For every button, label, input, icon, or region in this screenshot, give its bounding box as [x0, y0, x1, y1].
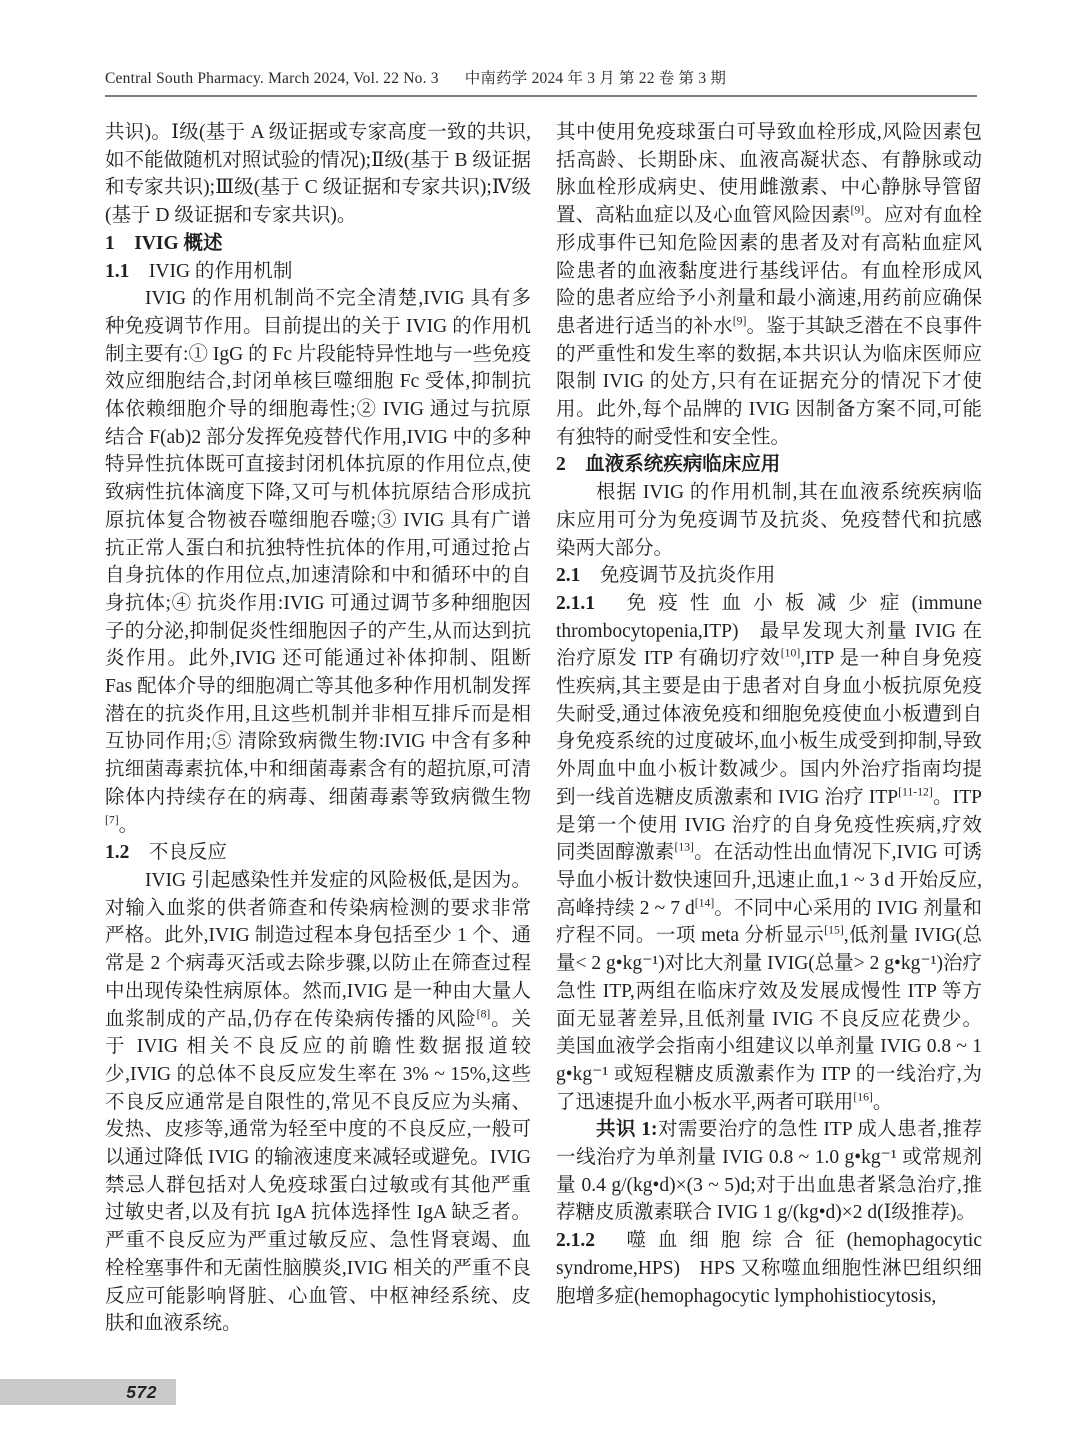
text-run: 根据 IVIG 的作用机制,其在血液系统疾病临床应用可分为免疫调节及抗炎、免疫替代和抗感染两大部分。 — [556, 482, 982, 559]
heading-2-hematologic-applications — [556, 451, 982, 479]
running-header — [105, 66, 977, 97]
paragraph-applications-intro — [556, 479, 982, 562]
reference-superscript: [16] — [853, 1090, 873, 1104]
paragraph-consensus-1 — [556, 1116, 982, 1227]
text-run: 1 IVIG 概述 — [105, 232, 223, 254]
text-run: 共识)。Ⅰ级(基于 A 级证据或专家高度一致的共识,如不能做随机对照试验的情况);Ⅱ级(基于 B 级证据和专家共识);Ⅲ级(基于 C 级证据和专家共识);Ⅳ级(基于 D 级证据和专家共识)。 — [105, 122, 531, 227]
text-run: 2.1 — [556, 565, 581, 587]
column-left — [105, 119, 531, 1338]
text-run: 1.2 — [105, 842, 130, 864]
text-run: IVIG 的作用机制尚不完全清楚,IVIG 具有多种免疫调节作用。目前提出的关于 IVIG 的作用机制主要有:① IgG 的 Fc 片段能特异性地与一些免疫效应细胞结合,封闭单核巨噬细胞 Fc 受体,抑制抗体依赖细胞介导的细胞毒性;② IVIG 通过与抗原结合 F(ab)2 部分发挥免疫替代作用,IVIG 中的多种特异性抗体既可直接封闭机体抗原的作用位点,使致病性抗体滴度下降,又可与机体抗原结合形成抗原抗体复合物被吞噬细胞吞噬;③ IVIG 具有广谱抗正常人蛋白和抗独特性抗体的作用,可通过抢占自身抗体的作用位点,加速清除和中和循环中的自身抗体;④ 抗炎作用:IVIG 可通过调节多种细胞因子的分泌,抑制促炎性细胞因子的产生,从而达到抗炎作用。此外,IVIG 还可能通过补体抑制、阻断 Fas 配体介导的细胞凋亡等其他多种作用机制发挥潜在的抗炎作用,且这些机制并非相互排斥而是相互协同作用;⑤ 清除致病微生物:IVIG 中含有多种抗细菌毒素抗体,中和细菌毒素含有的超抗原,可清除体内持续存在的病毒、细菌毒素等致病微生物[7]。 — [105, 288, 531, 836]
text-run: 1.1 — [105, 260, 130, 282]
paragraph-adverse-reactions — [105, 867, 531, 1338]
journal-title-cn: 中南药学 2024 年 3 月 第 22 卷 第 3 期 — [464, 70, 727, 87]
header-rule — [105, 95, 977, 97]
article-body — [105, 119, 982, 1338]
reference-superscript: [7] — [105, 813, 119, 827]
text-run: 共识 1: — [595, 1119, 658, 1141]
heading-1-ivig-overview — [105, 230, 531, 258]
paragraph-mechanism — [105, 285, 531, 839]
text-run: IVIG 的作用机制 — [129, 260, 293, 282]
text-run: 免疫调节及抗炎作用 — [580, 565, 776, 587]
text-run: 其中使用免疫球蛋白可导致血栓形成,风险因素包括高龄、长期卧床、血液高凝状态、有静脉或动脉血栓形成病史、使用雌激素、中心静脉导管留置、高粘血症以及心血管风险因素[9]。应对有血栓形成事件已知危险因素的患者及对有高粘血症风险患者的血液黏度进行基线评估。有血栓形成风险的患者应给予小剂量和最小滴速,用药前应确保患者进行适当的补水[9]。鉴于其缺乏潜在不良事件的严重性和发生率的数据,本共识认为临床医师应限制 IVIG 的处方,只有在证据充分的情况下才使用。此外,每个品牌的 IVIG 因制备方案不同,可能有独特的耐受性和安全性。 — [556, 122, 982, 448]
reference-superscript: [9] — [732, 314, 747, 328]
text-run: 2.1.2 — [556, 1230, 595, 1252]
paragraph-2-1-2-hps — [556, 1227, 982, 1310]
text-run: 2.1.1 — [556, 592, 595, 614]
page-number-box — [0, 1379, 176, 1405]
text-run: IVIG 引起感染性并发症的风险极低,是因为。对输入血浆的供者筛查和传染病检测的要求非常严格。此外,IVIG 制造过程本身包括至少 1 个、通常是 2 个病毒灭活或去除步骤,以防止在筛查过程中出现传染性病原体。然而,IVIG 是一种由大量人血浆制成的产品,仍存在传染病传播的风险[8]。关于 IVIG 相关不良反应的前瞻性数据报道较少,IVIG 的总体不良反应发生率在 3% ~ 15%,这些不良反应通常是自限性的,常见不良反应为头痛、发热、皮疹等,通常为轻至中度的不良反应,一般可以通过降低 IVIG 的输液速度来减轻或避免。IVIG 禁忌人群包括对人免疫球蛋白过敏或有其他严重过敏史者,以及有抗 IgA 抗体选择性 IgA 缺乏者。严重不良反应为严重过敏反应、急性肾衰竭、血栓栓塞事件和无菌性脑膜炎,IVIG 相关的严重不良反应可能影响肾脏、心血管、中枢神经系统、皮肤和血液系统。 — [105, 869, 531, 1335]
reference-superscript: [10] — [780, 646, 801, 660]
text-run: 2 血液系统疾病临床应用 — [556, 454, 781, 476]
heading-1-1-mechanism — [105, 258, 531, 286]
column-right — [556, 119, 982, 1338]
heading-1-2-adverse-reactions — [105, 839, 531, 867]
continued-paragraph — [105, 119, 531, 230]
text-run: 免疫性血小板减少症(immune thrombocytopenia,ITP) 最早发现大剂量 IVIG 在治疗原发 ITP 有确切疗效[10],ITP 是一种自身免疫性疾病,其主要是由于患者对自身血小板抗原免疫失耐受,通过体液免疫和细胞免疫使血小板遭到自身免疫系统的过度破坏,血小板生成受到抑制,导致外周血中血小板计数减少。国内外治疗指南均提到一线首选糖皮质激素和 IVIG 治疗 ITP[11-12]。ITP 是第一个使用 IVIG 治疗的自身免疫性疾病,疗效同类固醇激素[13]。在活动性出血情况下,IVIG 可诱导血小板计数快速回升,迅速止血,1 ~ 3 d 开始反应,高峰持续 2 ~ 7 d[14]。不同中心采用的 IVIG 剂量和疗程不同。一项 meta 分析显示[15],低剂量 IVIG(总量< 2 g•kg⁻¹)对比大剂量 IVIG(总量> 2 g•kg⁻¹)治疗急性 ITP,两组在临床疗效及发展成慢性 ITP 等方面无显著差异,且低剂量 IVIG 不良反应花费少。美国血液学会指南小组建议以单剂量 IVIG 0.8 ~ 1 g•kg⁻¹ 或短程糖皮质激素作为 ITP 的一线治疗,为了迅速提升血小板水平,两者可联用[16]。 — [556, 592, 982, 1113]
reference-superscript: [11-12] — [898, 785, 933, 799]
paragraph-2-1-1-itp — [556, 590, 982, 1116]
page-number: 572 — [126, 1381, 157, 1402]
reference-superscript: [8] — [476, 1007, 491, 1020]
continued-paragraph — [556, 119, 982, 451]
reference-superscript: [13] — [674, 840, 694, 854]
journal-title-en: Central South Pharmacy. March 2024, Vol. 22 No. 3 — [105, 70, 439, 87]
text-run: 不良反应 — [129, 842, 227, 864]
text-run: 对需要治疗的急性 ITP 成人患者,推荐一线治疗为单剂量 IVIG 0.8 ~ 1.0 g•kg⁻¹ 或常规剂量 0.4 g/(kg•d)×(3 ~ 5)d;对于出血患者紧急治疗,推荐糖皮质激素联合 IVIG 1 g/(kg•d)×2 d(Ⅰ级推荐)。 — [556, 1119, 983, 1224]
text-run: 噬血细胞综合征(hemophagocytic syndrome,HPS) HPS 又称噬血细胞性淋巴组织细胞增多症(hemophagocytic lymphohistiocytosis, — [556, 1230, 982, 1307]
heading-2-1-immunomodulation — [556, 562, 982, 590]
reference-superscript: [9] — [850, 203, 865, 217]
reference-superscript: [14] — [694, 896, 715, 910]
running-header-text — [105, 66, 977, 88]
reference-superscript: [15] — [824, 923, 844, 937]
